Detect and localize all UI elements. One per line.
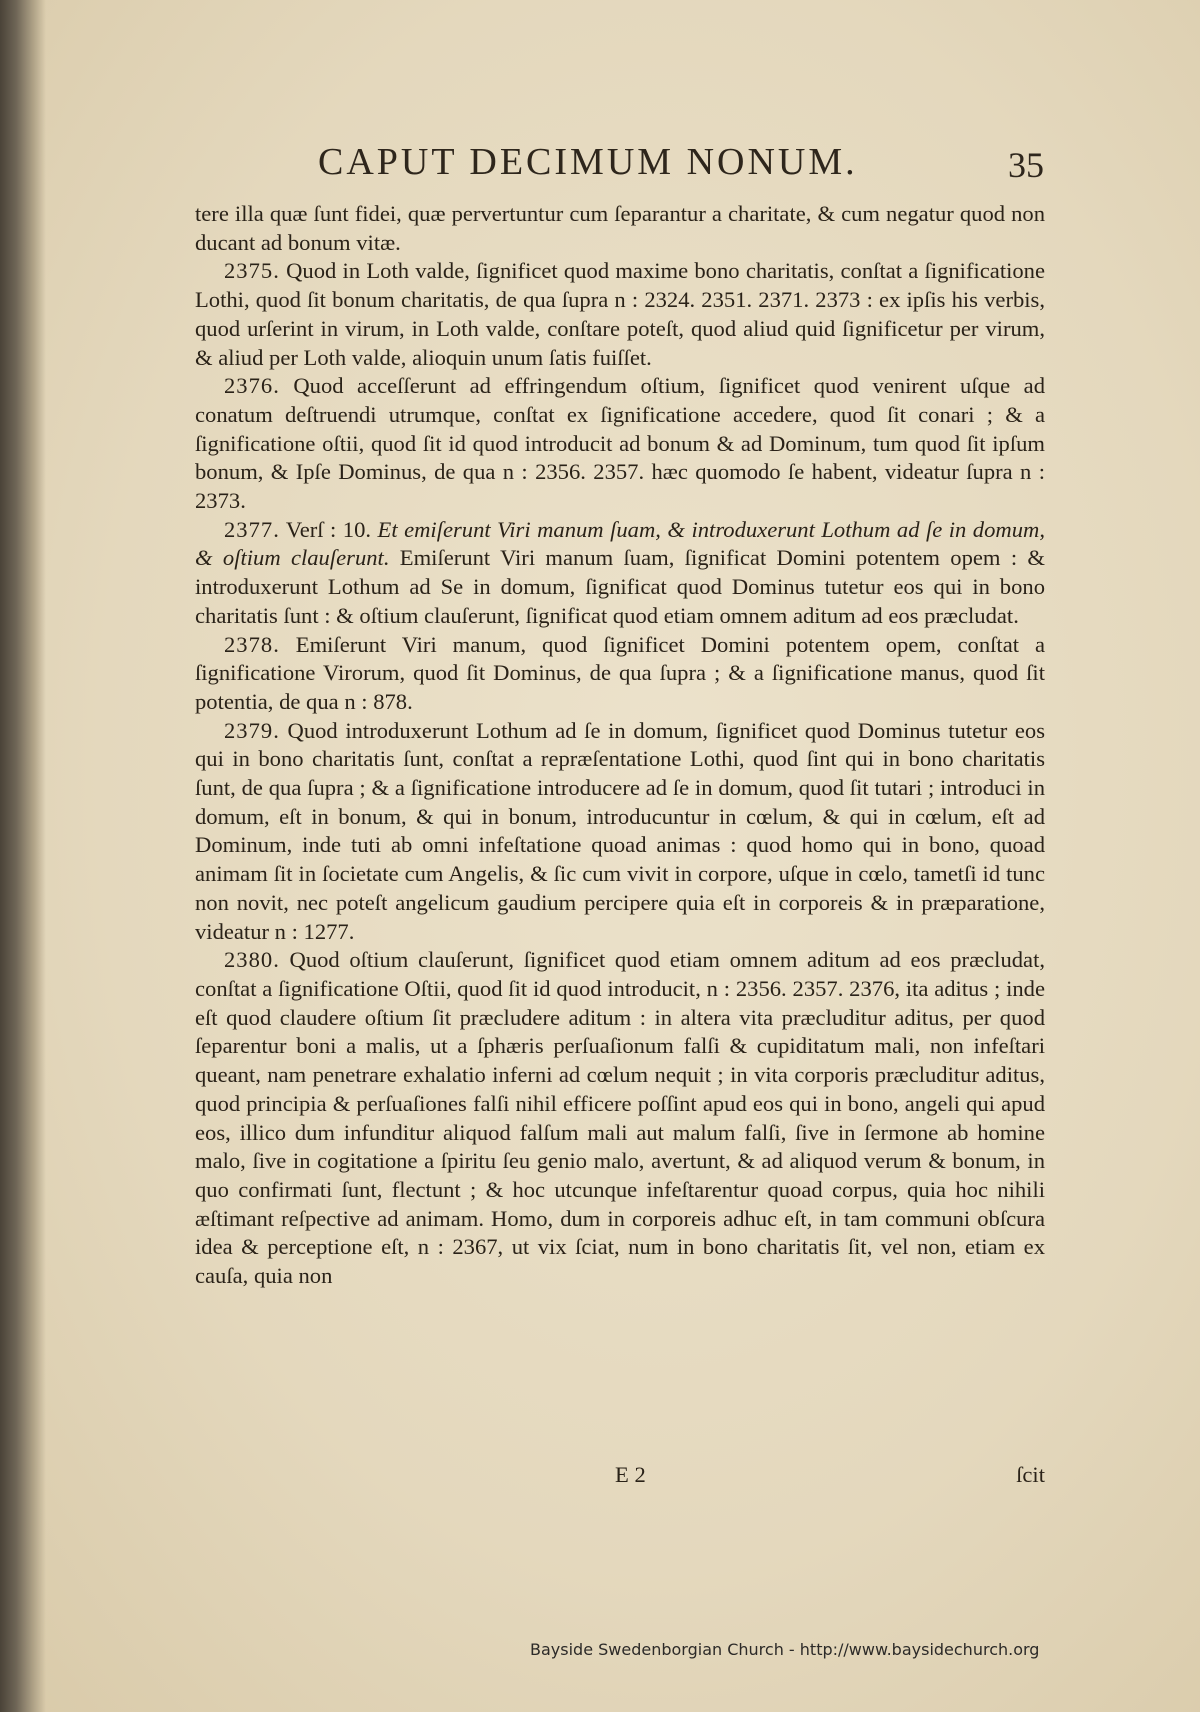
paragraph-text: Quod introduxerunt Lothum ad ſe in domum, ſignificet quod Dominus tutetur eos qui in bono charitatis ſunt, conſtat a repræſentatione Lothi, quod ſint qui in bono charitatis ſunt, de qua ſupra ; & a ſignificatione introducere ad ſe in domum, quod ſit tutari ; introduci in domum, eſt in bonum, & qui in bonum, introducuntur in cœlum, & qui in cœlum, eſt ad Dominum, inde tuti ab omni infeſtatione quoad animas : quod homo qui in bono, quoad animam ſit in ſocietate cum Angelis, & ſic cum vivit in corpore, uſque in cœlo, tametſi id tunc non novit, nec poteſt angelicum gaudium percipere quia eſt in corporeis & in præparatione, videatur n : 1277. <box>195 717 1045 944</box>
paragraph-number: 2380. <box>224 947 280 973</box>
page-footer <box>195 1462 1045 1492</box>
page-number: 35 <box>1008 145 1044 185</box>
paragraph-text: Emiſerunt Viri manum ſuam, ſignificat Domini potentem opem : & introduxerunt Lothum ad Se in domum, ſignificat quod Dominus tutetur eos qui in bono charitatis ſunt : & oſtium clauſerunt, ſignificat quod etiam omnem aditum ad eos præcludat. <box>195 545 1045 628</box>
paragraph-text: Quod oſtium clauſerunt, ſignificet quod etiam omnem aditum ad eos præcludat, conſtat a ſignificatione Oſtii, quod ſit id quod introducit, n : 2356. 2357. 2376, ita aditus ; inde eſt quod claudere oſtium ſit præcludere aditum : in altera vita præcluditur aditus, per quod ſeparentur boni a malis, ut a ſphæris perſuaſionum falſi & cupiditatum mali, non infeſtari queant, nam penetrare exhalatio inferni ad cœlum nequit ; in vita corporis præcluditur aditus, quod principia & perſuaſiones falſi nihil efficere poſſint apud eos qui in bono, angeli qui apud eos, illico dum infunditur aliquod falſum mali aut malum falſi, ſive in ſermone ab homine malo, ſive in cogitatione a ſpiritu ſeu genio malo, avertunt, & ad aliquod verum & bonum, in quo confirmati ſunt, flectunt ; & hoc utcunque infeſtarentur quoad corpus, quia hoc nihili æſtimant reſpective ad animam. Homo, dum in corporeis adhuc eſt, in tam communi obſcura idea & perceptione eſt, n : 2367, ut vix ſciat, num in bono charitatis ſit, vel non, etiam ex cauſa, quia non <box>195 947 1045 1289</box>
source-watermark: Bayside Swedenborgian Church - http://www.baysidechurch.org <box>530 1640 1040 1659</box>
body-text <box>195 200 1045 1291</box>
signature-mark: E 2 <box>615 1462 646 1487</box>
paragraph-number: 2376. <box>224 373 280 399</box>
paragraph-text: tere illa quæ ſunt fidei, quæ pervertuntur cum ſeparantur a charitate, & cum negatur quod non ducant ad bonum vitæ. <box>195 201 1045 255</box>
paragraph-2375 <box>195 257 1045 372</box>
catchword: ſcit <box>1016 1462 1045 1487</box>
running-head: CAPUT DECIMUM NONUM. <box>318 141 858 183</box>
paragraph-2380 <box>195 946 1045 1290</box>
paragraph-2376 <box>195 372 1045 516</box>
paragraph-continued <box>195 200 1045 257</box>
paragraph-text: Quod in Loth valde, ſignificet quod maxime bono charitatis, conſtat a ſignificatione Lothi, quod ſit bonum charitatis, de qua ſupra n : 2324. 2351. 2371. 2373 : ex ipſis his verbis, quod urſerint in virum, in Loth valde, conſtare poteſt, quod aliud quid ſignificetur per virum, & aliud per Loth valde, alioquin unum ſatis fuiſſet. <box>195 258 1045 370</box>
paragraph-text: Emiſerunt Viri manum, quod ſignificet Domini potentem opem, conſtat a ſignificatione Virorum, quod ſit Dominus, de qua ſupra ; & a ſignificatione manus, quod ſit potentia, de qua n : 878. <box>195 631 1045 714</box>
paragraph-2377 <box>195 516 1045 631</box>
verse-text: Et emiſerunt Viri manum ſuam, & introduxerunt Lothum ad ſe in domum, & oſtium clauſerunt. <box>195 516 1045 571</box>
paragraph-2379 <box>195 717 1045 947</box>
verse-label: Verſ : 10. <box>279 516 378 542</box>
paragraph-number: 2375. <box>224 258 280 284</box>
paragraph-number: 2377. <box>224 516 280 542</box>
book-gutter <box>0 0 46 1712</box>
paragraph-number: 2378. <box>224 631 280 657</box>
paragraph-number: 2379. <box>224 717 280 743</box>
paragraph-2378 <box>195 631 1045 717</box>
page-header <box>318 140 1058 190</box>
paragraph-text: Quod acceſſerunt ad effringendum oſtium, ſignificet quod venirent uſque ad conatum deſtruendi utrumque, conſtat ex ſignificatione accedere, quod ſit conari ; & a ſignificatione oſtii, quod ſit id quod introducit ad bonum & ad Dominum, tum quod ſit ipſum bonum, & Ipſe Dominus, de qua n : 2356. 2357. hæc quomodo ſe habent, videatur ſupra n : 2373. <box>195 373 1045 514</box>
